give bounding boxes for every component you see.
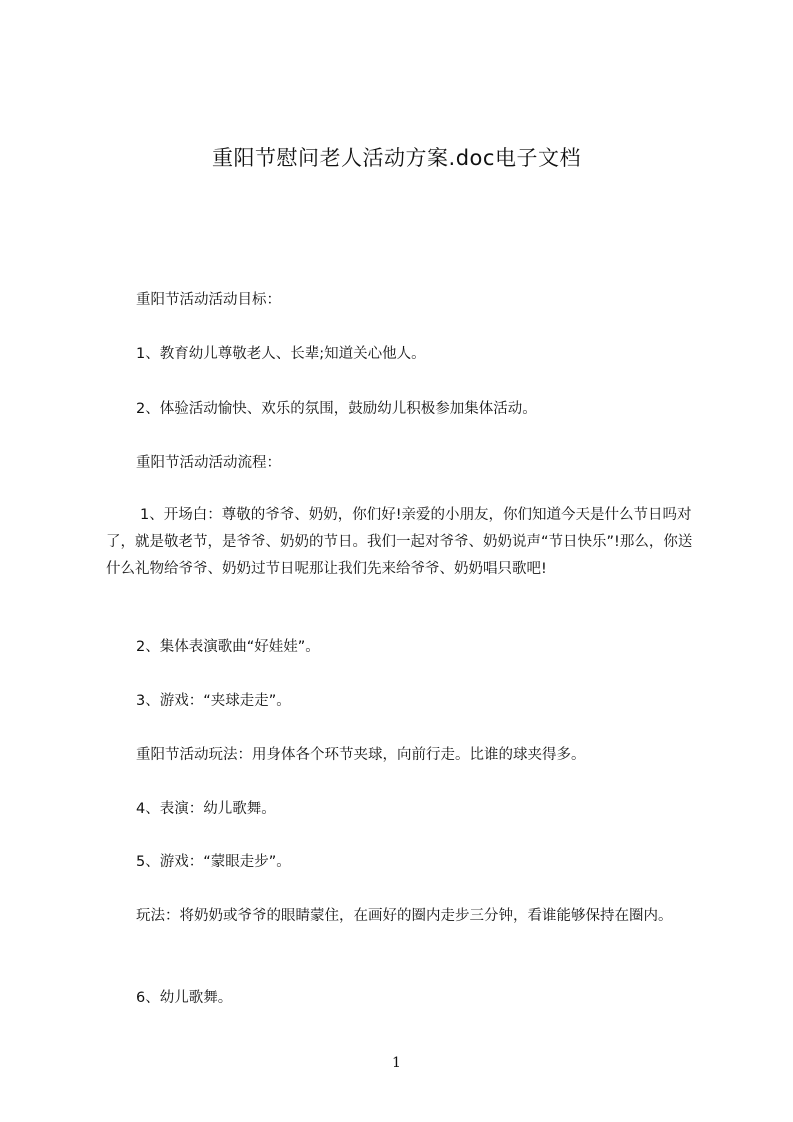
paragraph-blindfold-rules: 玩法：将奶奶或爷爷的眼睛蒙住，在画好的圈内走步三分钟，看谁能够保持在圈内。 (136, 908, 673, 924)
paragraph-step-3: 3、游戏：“夹球走走”。 (136, 693, 291, 709)
paragraph-goals-heading: 重阳节活动活动目标： (136, 292, 281, 308)
document-title: 重阳节慰问老人活动方案.doc电子文档 (212, 146, 581, 170)
paragraph-step-4: 4、表演：幼儿歌舞。 (136, 801, 276, 817)
paragraph-goal-1: 1、教育幼儿尊敬老人、长辈;知道关心他人。 (136, 346, 426, 362)
paragraph-opening: 1、开场白：尊敬的爷爷、奶奶，你们好!亲爱的小朋友，你们知道今天是什么节日吗对了，就是敬老节，是爷爷、奶奶的节日。我们一起对爷爷、奶奶说声“节日快乐”!那么，你送什么礼物给爷爷、奶奶过节日呢那让我们先来给爷爷、奶奶唱只歌吧! (106, 507, 693, 577)
paragraph-game-rules: 重阳节活动玩法：用身体各个环节夹球，向前行走。比谁的球夹得多。 (136, 747, 586, 763)
paragraph-step-6: 6、幼儿歌舞。 (136, 990, 233, 1006)
paragraph-process-heading: 重阳节活动活动流程： (136, 455, 281, 471)
paragraph-goal-2: 2、体验活动愉快、欢乐的氛围，鼓励幼儿积极参加集体活动。 (136, 401, 537, 417)
paragraph-step-2: 2、集体表演歌曲“好娃娃”。 (136, 639, 320, 655)
paragraph-step-5: 5、游戏：“蒙眼走步”。 (136, 854, 291, 870)
page-number: 1 (392, 1055, 401, 1071)
